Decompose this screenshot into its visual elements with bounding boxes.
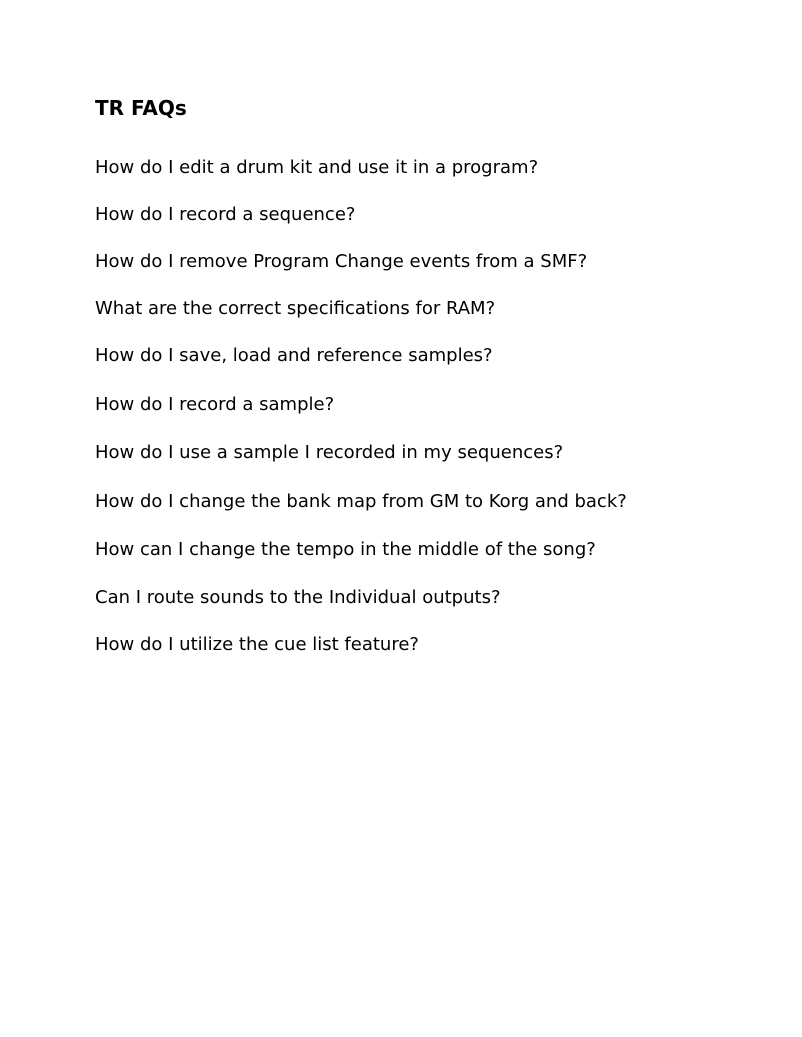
faq-item-use-sample-in-sequences: How do I use a sample I recorded in my sequences? (95, 442, 564, 463)
faq-item-route-individual-outputs: Can I route sounds to the Individual outputs? (95, 587, 501, 608)
faq-item-record-sample: How do I record a sample? (95, 394, 335, 415)
faq-item-change-tempo: How can I change the tempo in the middle of the song? (95, 539, 596, 560)
faq-item-record-sequence: How do I record a sequence? (95, 204, 356, 225)
faq-item-edit-drum-kit: How do I edit a drum kit and use it in a program? (95, 157, 539, 178)
page-title: TR FAQs (95, 96, 187, 120)
faq-item-ram-specifications: What are the correct specifications for RAM? (95, 298, 496, 319)
faq-item-remove-program-change: How do I remove Program Change events from a SMF? (95, 251, 588, 272)
faq-item-change-bank-map: How do I change the bank map from GM to Korg and back? (95, 491, 627, 512)
faq-item-save-load-samples: How do I save, load and reference samples? (95, 345, 493, 366)
faq-item-cue-list: How do I utilize the cue list feature? (95, 634, 419, 655)
